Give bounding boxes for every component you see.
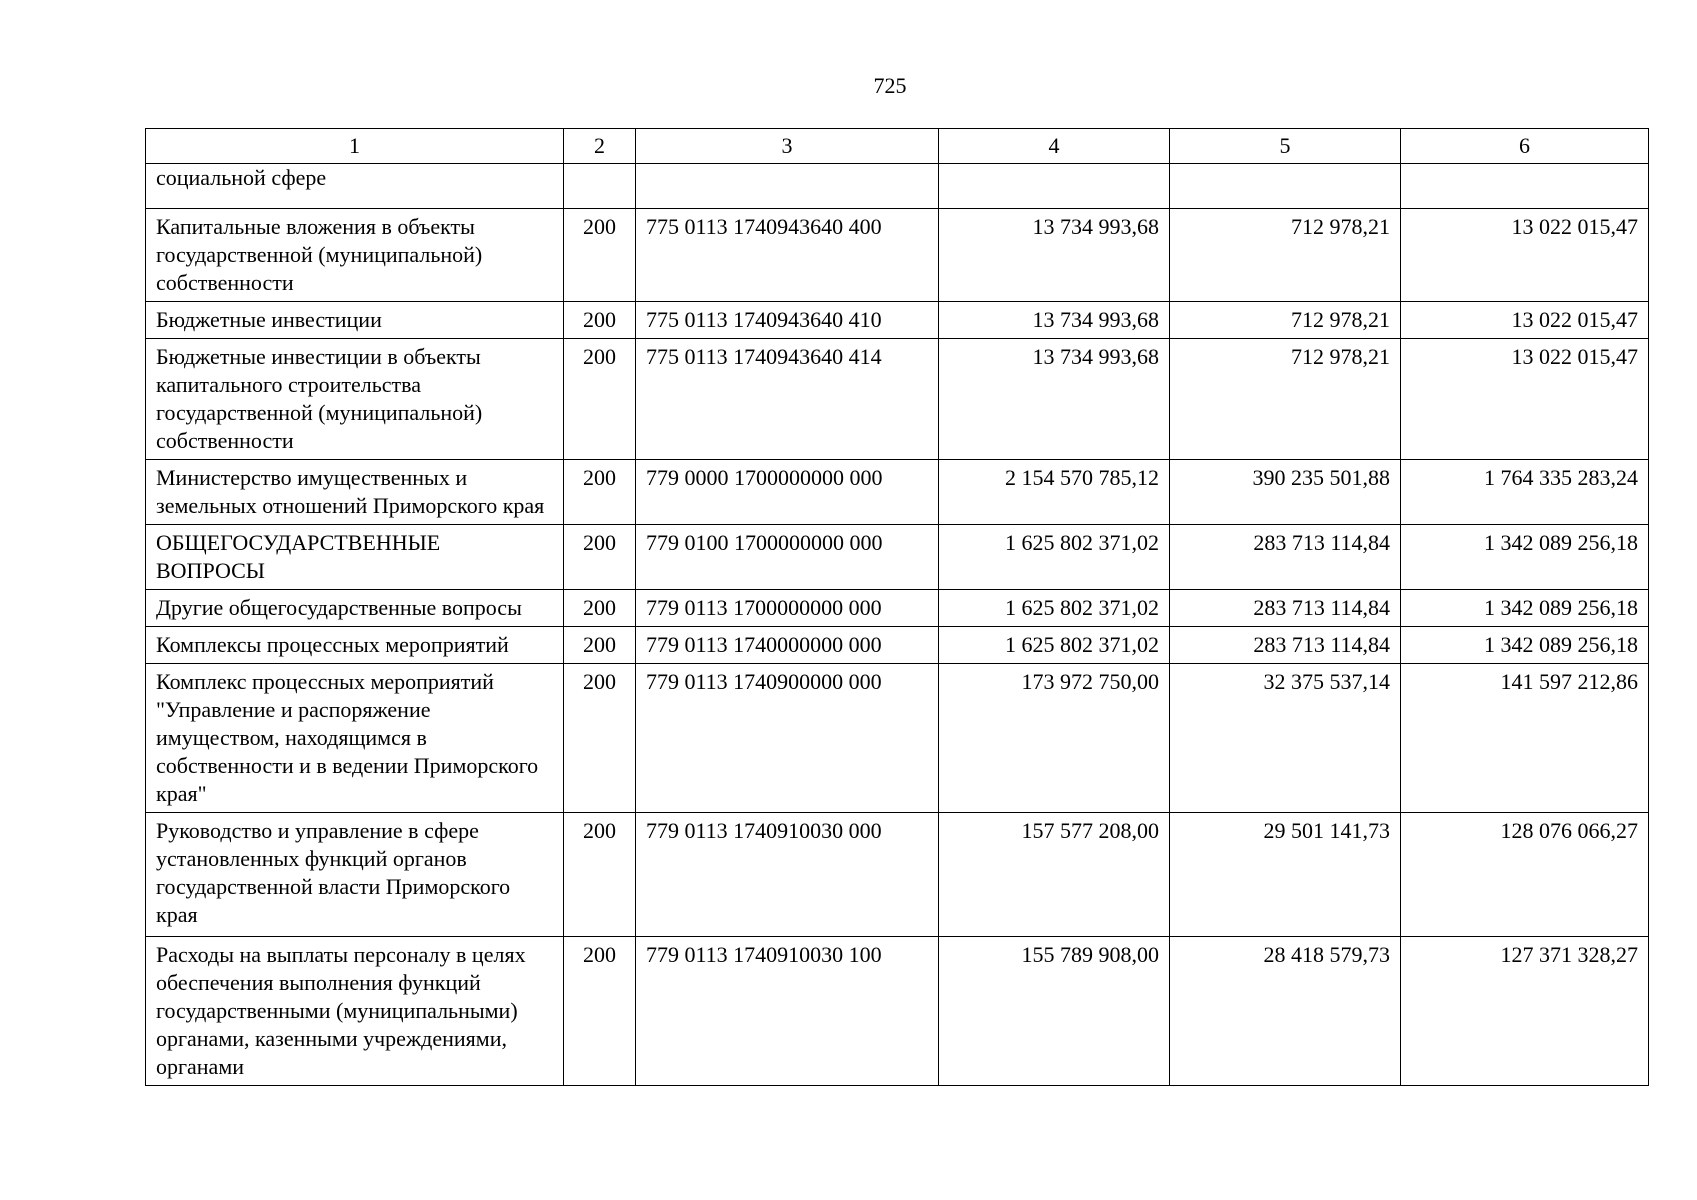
row-name: Другие общегосударственные вопросы	[146, 590, 564, 627]
row-line-code: 200	[564, 302, 636, 339]
row-budget-code: 779 0113 1740910030 000	[636, 813, 939, 937]
row-executed: 283 713 114,84	[1170, 590, 1401, 627]
row-line-code: 200	[564, 339, 636, 460]
row-name: Комплекс процессных мероприятий "Управление и распоряжение имуществом, находящимся в собственности и в ведении Приморского края"	[146, 664, 564, 813]
table-row	[146, 525, 1649, 590]
row-approved	[939, 164, 1170, 209]
table-row	[146, 339, 1649, 460]
row-name: Расходы на выплаты персоналу в целях обеспечения выполнения функций государственными (муниципальными) органами, казенными учреждениями, органами	[146, 937, 564, 1086]
row-line-code	[564, 164, 636, 209]
table-row	[146, 209, 1649, 302]
row-name: Министерство имущественных и земельных отношений Приморского края	[146, 460, 564, 525]
row-remaining: 127 371 328,27	[1401, 937, 1649, 1086]
row-executed: 28 418 579,73	[1170, 937, 1401, 1086]
column-header-2: 2	[564, 129, 636, 164]
table-row	[146, 460, 1649, 525]
row-line-code: 200	[564, 525, 636, 590]
row-executed: 283 713 114,84	[1170, 627, 1401, 664]
row-executed: 712 978,21	[1170, 339, 1401, 460]
row-approved: 13 734 993,68	[939, 302, 1170, 339]
table-row	[146, 813, 1649, 937]
table-row	[146, 664, 1649, 813]
budget-execution-table	[145, 128, 1649, 1086]
row-remaining	[1401, 164, 1649, 209]
row-remaining: 13 022 015,47	[1401, 339, 1649, 460]
row-approved: 1 625 802 371,02	[939, 590, 1170, 627]
row-name: ОБЩЕГОСУДАРСТВЕННЫЕ ВОПРОСЫ	[146, 525, 564, 590]
column-header-3: 3	[636, 129, 939, 164]
row-approved: 2 154 570 785,12	[939, 460, 1170, 525]
row-approved: 1 625 802 371,02	[939, 627, 1170, 664]
row-name: Бюджетные инвестиции в объекты капитального строительства государственной (муниципальной) собственности	[146, 339, 564, 460]
row-line-code: 200	[564, 627, 636, 664]
row-name: социальной сфере	[146, 164, 564, 209]
column-header-5: 5	[1170, 129, 1401, 164]
header-row	[146, 129, 1649, 164]
row-remaining: 1 764 335 283,24	[1401, 460, 1649, 525]
table-row	[146, 937, 1649, 1086]
row-remaining: 13 022 015,47	[1401, 209, 1649, 302]
row-budget-code: 779 0000 1700000000 000	[636, 460, 939, 525]
row-executed: 29 501 141,73	[1170, 813, 1401, 937]
row-budget-code: 779 0113 1700000000 000	[636, 590, 939, 627]
table-row	[146, 590, 1649, 627]
row-executed: 712 978,21	[1170, 209, 1401, 302]
row-remaining: 128 076 066,27	[1401, 813, 1649, 937]
row-budget-code: 779 0113 1740900000 000	[636, 664, 939, 813]
row-line-code: 200	[564, 813, 636, 937]
row-line-code: 200	[564, 664, 636, 813]
row-executed: 32 375 537,14	[1170, 664, 1401, 813]
row-executed	[1170, 164, 1401, 209]
table-row	[146, 302, 1649, 339]
row-budget-code: 779 0113 1740000000 000	[636, 627, 939, 664]
column-header-1: 1	[146, 129, 564, 164]
column-header-6: 6	[1401, 129, 1649, 164]
row-name: Руководство и управление в сфере установленных функций органов государственной власти Приморского края	[146, 813, 564, 937]
row-approved: 155 789 908,00	[939, 937, 1170, 1086]
row-name: Комплексы процессных мероприятий	[146, 627, 564, 664]
table-row	[146, 164, 1649, 209]
row-remaining: 1 342 089 256,18	[1401, 627, 1649, 664]
row-approved: 173 972 750,00	[939, 664, 1170, 813]
row-remaining: 1 342 089 256,18	[1401, 525, 1649, 590]
row-name: Бюджетные инвестиции	[146, 302, 564, 339]
row-remaining: 13 022 015,47	[1401, 302, 1649, 339]
page-number: 725	[873, 73, 907, 98]
row-approved: 157 577 208,00	[939, 813, 1170, 937]
row-name: Капитальные вложения в объекты государственной (муниципальной) собственности	[146, 209, 564, 302]
column-header-4: 4	[939, 129, 1170, 164]
table-row	[146, 627, 1649, 664]
row-remaining: 141 597 212,86	[1401, 664, 1649, 813]
row-executed: 283 713 114,84	[1170, 525, 1401, 590]
row-line-code: 200	[564, 209, 636, 302]
row-line-code: 200	[564, 590, 636, 627]
row-executed: 712 978,21	[1170, 302, 1401, 339]
row-budget-code	[636, 164, 939, 209]
row-remaining: 1 342 089 256,18	[1401, 590, 1649, 627]
row-budget-code: 775 0113 1740943640 414	[636, 339, 939, 460]
row-budget-code: 775 0113 1740943640 410	[636, 302, 939, 339]
row-budget-code: 779 0113 1740910030 100	[636, 937, 939, 1086]
row-budget-code: 775 0113 1740943640 400	[636, 209, 939, 302]
row-budget-code: 779 0100 1700000000 000	[636, 525, 939, 590]
row-approved: 13 734 993,68	[939, 209, 1170, 302]
row-line-code: 200	[564, 460, 636, 525]
row-approved: 13 734 993,68	[939, 339, 1170, 460]
row-approved: 1 625 802 371,02	[939, 525, 1170, 590]
row-line-code: 200	[564, 937, 636, 1086]
row-executed: 390 235 501,88	[1170, 460, 1401, 525]
